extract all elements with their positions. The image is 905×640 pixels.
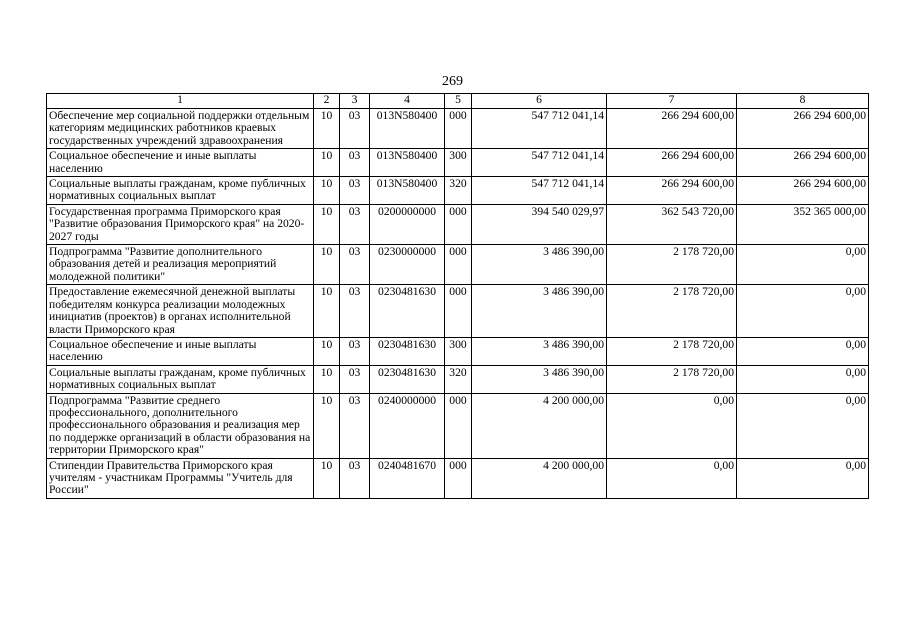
amount-column-8-cell: 0,00 <box>737 285 869 338</box>
section-code-cell: 10 <box>314 365 340 393</box>
item-name-cell: Социальные выплаты гражданам, кроме публичных нормативных социальных выплат <box>47 365 314 393</box>
expense-type-code-cell: 000 <box>445 393 472 458</box>
column-header: 7 <box>607 94 737 109</box>
expense-type-code-cell: 320 <box>445 365 472 393</box>
table-row <box>47 337 869 365</box>
column-header: 6 <box>472 94 607 109</box>
table-row <box>47 109 869 149</box>
amount-column-7-cell: 266 294 600,00 <box>607 109 737 149</box>
section-code-cell: 10 <box>314 109 340 149</box>
target-item-code-cell: 013N580400 <box>370 149 445 177</box>
section-code-cell: 10 <box>314 337 340 365</box>
table-body <box>47 109 869 499</box>
subsection-code-cell: 03 <box>340 177 370 205</box>
amount-column-7-cell: 0,00 <box>607 458 737 498</box>
expense-type-code-cell: 300 <box>445 149 472 177</box>
amount-column-8-cell: 266 294 600,00 <box>737 109 869 149</box>
target-item-code-cell: 0230481630 <box>370 337 445 365</box>
subsection-code-cell: 03 <box>340 109 370 149</box>
subsection-code-cell: 03 <box>340 365 370 393</box>
subsection-code-cell: 03 <box>340 458 370 498</box>
page-number: 269 <box>442 74 463 89</box>
section-code-cell: 10 <box>314 245 340 285</box>
item-name-cell: Стипендии Правительства Приморского края учителям - участникам Программы "Учитель для России" <box>47 458 314 498</box>
target-item-code-cell: 0230481630 <box>370 285 445 338</box>
item-name-cell: Подпрограмма "Развитие среднего профессионального, дополнительного профессионального образования и реализация мер по поддержке организаций в области образования на территории Приморского края" <box>47 393 314 458</box>
amount-column-8-cell: 0,00 <box>737 245 869 285</box>
expense-type-code-cell: 320 <box>445 177 472 205</box>
amount-column-6-cell: 394 540 029,97 <box>472 204 607 244</box>
amount-column-8-cell: 0,00 <box>737 365 869 393</box>
amount-column-7-cell: 2 178 720,00 <box>607 365 737 393</box>
item-name-cell: Социальное обеспечение и иные выплаты населению <box>47 149 314 177</box>
item-name-cell: Подпрограмма "Развитие дополнительного образования детей и реализация мероприятий молодежной политики" <box>47 245 314 285</box>
section-code-cell: 10 <box>314 393 340 458</box>
amount-column-7-cell: 2 178 720,00 <box>607 245 737 285</box>
amount-column-6-cell: 547 712 041,14 <box>472 109 607 149</box>
column-header: 4 <box>370 94 445 109</box>
target-item-code-cell: 0230000000 <box>370 245 445 285</box>
target-item-code-cell: 013N580400 <box>370 177 445 205</box>
expense-type-code-cell: 300 <box>445 337 472 365</box>
amount-column-8-cell: 0,00 <box>737 458 869 498</box>
subsection-code-cell: 03 <box>340 245 370 285</box>
amount-column-6-cell: 3 486 390,00 <box>472 337 607 365</box>
item-name-cell: Предоставление ежемесячной денежной выплаты победителям конкурса реализации молодежных инициатив (проектов) в органах исполнительной власти Приморского края <box>47 285 314 338</box>
item-name-cell: Социальное обеспечение и иные выплаты населению <box>47 337 314 365</box>
amount-column-7-cell: 362 543 720,00 <box>607 204 737 244</box>
amount-column-6-cell: 3 486 390,00 <box>472 365 607 393</box>
header-row <box>47 94 869 109</box>
column-header: 8 <box>737 94 869 109</box>
table-row <box>47 365 869 393</box>
table-row <box>47 149 869 177</box>
amount-column-6-cell: 3 486 390,00 <box>472 245 607 285</box>
amount-column-7-cell: 266 294 600,00 <box>607 177 737 205</box>
column-header: 2 <box>314 94 340 109</box>
amount-column-8-cell: 0,00 <box>737 393 869 458</box>
subsection-code-cell: 03 <box>340 337 370 365</box>
section-code-cell: 10 <box>314 177 340 205</box>
column-header: 1 <box>47 94 314 109</box>
target-item-code-cell: 0240000000 <box>370 393 445 458</box>
amount-column-7-cell: 266 294 600,00 <box>607 149 737 177</box>
column-header: 3 <box>340 94 370 109</box>
item-name-cell: Социальные выплаты гражданам, кроме публичных нормативных социальных выплат <box>47 177 314 205</box>
expense-type-code-cell: 000 <box>445 285 472 338</box>
amount-column-7-cell: 2 178 720,00 <box>607 285 737 338</box>
section-code-cell: 10 <box>314 285 340 338</box>
amount-column-6-cell: 3 486 390,00 <box>472 285 607 338</box>
amount-column-6-cell: 4 200 000,00 <box>472 393 607 458</box>
item-name-cell: Обеспечение мер социальной поддержки отдельным категориям медицинских работников краевых государственных учреждений здравоохранения <box>47 109 314 149</box>
column-header: 5 <box>445 94 472 109</box>
expense-type-code-cell: 000 <box>445 245 472 285</box>
expense-type-code-cell: 000 <box>445 204 472 244</box>
table-row <box>47 393 869 458</box>
target-item-code-cell: 0240481670 <box>370 458 445 498</box>
amount-column-8-cell: 0,00 <box>737 337 869 365</box>
amount-column-7-cell: 2 178 720,00 <box>607 337 737 365</box>
amount-column-8-cell: 352 365 000,00 <box>737 204 869 244</box>
amount-column-6-cell: 4 200 000,00 <box>472 458 607 498</box>
table-row <box>47 204 869 244</box>
expense-type-code-cell: 000 <box>445 109 472 149</box>
subsection-code-cell: 03 <box>340 149 370 177</box>
section-code-cell: 10 <box>314 458 340 498</box>
item-name-cell: Государственная программа Приморского края "Развитие образования Приморского края" на 2020-2027 годы <box>47 204 314 244</box>
table-row <box>47 458 869 498</box>
target-item-code-cell: 013N580400 <box>370 109 445 149</box>
table-row <box>47 245 869 285</box>
expense-type-code-cell: 000 <box>445 458 472 498</box>
amount-column-8-cell: 266 294 600,00 <box>737 149 869 177</box>
target-item-code-cell: 0200000000 <box>370 204 445 244</box>
target-item-code-cell: 0230481630 <box>370 365 445 393</box>
subsection-code-cell: 03 <box>340 393 370 458</box>
section-code-cell: 10 <box>314 204 340 244</box>
table-row <box>47 177 869 205</box>
amount-column-8-cell: 266 294 600,00 <box>737 177 869 205</box>
budget-table <box>46 93 869 499</box>
amount-column-6-cell: 547 712 041,14 <box>472 149 607 177</box>
amount-column-7-cell: 0,00 <box>607 393 737 458</box>
table-row <box>47 285 869 338</box>
subsection-code-cell: 03 <box>340 285 370 338</box>
subsection-code-cell: 03 <box>340 204 370 244</box>
section-code-cell: 10 <box>314 149 340 177</box>
amount-column-6-cell: 547 712 041,14 <box>472 177 607 205</box>
